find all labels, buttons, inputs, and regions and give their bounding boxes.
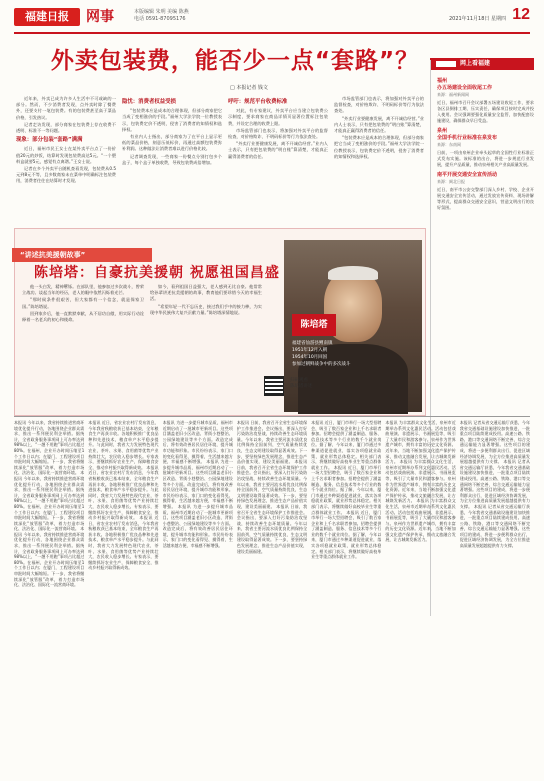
- portrait-name: 陈培塔: [292, 314, 336, 336]
- feature-title[interactable]: 陈培塔：自豪抗美援朝 祝愿祖国昌盛: [34, 265, 280, 281]
- col1b-paragraphs: [16, 146, 116, 184]
- col1-paragraphs: [16, 96, 116, 134]
- qr-caption: 扫码观看 陈培塔讲述: [290, 378, 313, 389]
- portrait-hair: [328, 266, 378, 280]
- lower-article-column: 本报讯 为进一步提升城市品质，福州市近期启动了一批城市更新项目。这些项目涵盖老旧小区改造、背街小巷整治、公园绿地建设等多个方面。改造完成后，将有效改善居民居住环境，提升城市功能和形象。市民纷纷表示，家门口的变化看得见、摸得着，生活越来越方便，幸福感不断增强。 本报讯 为进一步提升城市品质，福州市近期启动了一批城市更新项目。这些项目涵盖老旧小区改造、背街小巷整治、公园绿地建设等多个方面。改造完成后，将有效改善居民居住环境，提升城市功能和形象。市民纷纷表示，家门口的变化看得见、摸得着，生活越来越方便，幸福感不断增强。 本报讯 为进一步提升城市品质，福州市近期启动了一批城市更新项目。这些项目涵盖老旧小区改造、背街小巷整治、公园绿地建设等多个方面。改造完成后，将有效改善居民居住环境，提升城市功能和形象。市民纷纷表示，家门口的变化看得见、摸得着，生活越来越方便，幸福感不断增强。: [162, 420, 233, 549]
- main-headline[interactable]: 外卖包装费，能否少一点“套路”？: [50, 48, 420, 74]
- sidebar-item-source: 来源：东南网: [437, 142, 461, 147]
- paragraph: 近日，福州市民王女士在某外卖平台点了一份价值20元的炒饭，结算时发现包装费高达5元。“一个塑料盒就要5元，感觉有点离谱。”王女士说。: [16, 146, 116, 164]
- issue-date: 2021年11月18日 星期四: [448, 16, 506, 22]
- feature-label: “讲述抗美援朝故事”: [12, 248, 152, 262]
- paragraph: “外卖行业要健康发展，离不开诚信经营。”业内人士表示，只有把包装费的“明白账”算清楚，才能真正赢得消费者的信任。: [228, 141, 328, 159]
- paragraph: 市场监管部门也表示，将加强对外卖平台的监督检查，对价格欺诈、不明码标价等行为依法查处。: [228, 127, 328, 140]
- sidebar-item-title[interactable]: 福州 办五场建设全面收尾工作: [437, 78, 493, 91]
- paragraph: 记者走访发现，部分商家在包装费上存在收费不透明、标准不一等问题。: [16, 121, 116, 134]
- paragraph: “包装费本应是成本的合理体现，但部分商家把它当成了变相涨价的手段。”福州大学法学院一位教授表示，包装费定价不透明，侵害了消费者的知情权和选择权。: [334, 135, 424, 159]
- lower-article-column: 本报讯 日前，我省召开全省生态环境保护工作推进会。会议指出，要深入打好污染防治攻坚战，持续改善生态环境质量。今年以来，我省主要河流水质优良比例保持全国前列，空气质量持续优良，生态文明建设取得显著成效。下一步，要坚持绿色发展理念，推进生态产品价值实现，建设美丽福建。 本报讯 日前，我省召开全省生态环境保护工作推进会。会议指出，要深入打好污染防治攻坚战，持续改善生态环境质量。今年以来，我省主要河流水质优良比例保持全国前列，空气质量持续优良，生态文明建设取得显著成效。下一步，要坚持绿色发展理念，推进生态产品价值实现，建设美丽福建。 本报讯 日前，我省召开全省生态环境保护工作推进会。会议指出，要深入打好污染防治攻坚战，持续改善生态环境质量。今年以来，我省主要河流水质优良比例保持全国前列，空气质量持续优良，生态文明建设取得显著成效。下一步，要坚持绿色发展理念，推进生态产品价值实现，建设美丽福建。: [236, 420, 308, 554]
- paragraph: 回到家乡后，他一直默默奉献，从不居功自傲，用实际行动诠释着一名老兵的初心和使命。: [22, 310, 144, 323]
- feature-column-2: [150, 284, 262, 410]
- newspaper-logo: 福建日报: [14, 8, 80, 26]
- paragraph: “希望年轻一代不忘历史，接过我们手中的接力棒，为实现中华民族伟大复兴贡献力量。”陈培塔深情地说。: [150, 303, 262, 315]
- sidebar-item-body: 近日，南平市公安交警部门深入乡村、学校、企业开展交通安全宣传活动，通过发放宣传资料、现场讲解等形式，提高群众交通安全意识，营造文明出行的良好氛围。: [437, 187, 534, 210]
- paragraph: 如今，看到祖国日益强大，老人感到无比自豪。他常常给孙辈讲述抗美援朝的故事，教育他们要珍惜今天的幸福生活。: [150, 284, 262, 302]
- lower-article-column: 本报讯 为丰富群众文化生活，泉州市近期举办系列文化惠民活动。活动包括戏曲展演、非遗展示、书画展览等，吸引了大量市民和游客参与。泉州作为世界遗产城市，拥有丰富的历史文化资源。近年来，当地不断加强文化遗产保护传承，推动文旅融合发展，让古城焕发新活力。 本报讯 为丰富群众文化生活，泉州市近期举办系列文化惠民活动。活动包括戏曲展演、非遗展示、书画展览等，吸引了大量市民和游客参与。泉州作为世界遗产城市，拥有丰富的历史文化资源。近年来，当地不断加强文化遗产保护传承，推动文旅融合发展，让古城焕发新活力。 本报讯 为丰富群众文化生活，泉州市近期举办系列文化惠民活动。活动包括戏曲展演、非遗展示、书画展览等，吸引了大量市民和游客参与。泉州作为世界遗产城市，拥有丰富的历史文化资源。近年来，当地不断加强文化遗产保护传承，推动文旅融合发展，让古城焕发新活力。: [385, 420, 456, 543]
- subhead-2: 隐忧：消费者权益受损: [122, 99, 176, 105]
- lower-article-column: 本报讯 近日，厦门市举行一场大型招聘会，吸引了数百家企业和上千名求职者参加。招聘会提供了涵盖制造、服务、信息技术等多个行业的数千个就业岗位。据了解，今年以来，厦门市通过多种渠道促进就业，落实各项稳就业政策，就业形势总体稳定。相关部门表示，将继续做好高校毕业生等重点群体就业工作。 本报讯 近日，厦门市举行一场大型招聘会，吸引了数百家企业和上千名求职者参加。招聘会提供了涵盖制造、服务、信息技术等多个行业的数千个就业岗位。据了解，今年以来，厦门市通过多种渠道促进就业，落实各项稳就业政策，就业形势总体稳定。相关部门表示，将继续做好高校毕业生等重点群体就业工作。 本报讯 近日，厦门市举行一场大型招聘会，吸引了数百家企业和上千名求职者参加。招聘会提供了涵盖制造、服务、信息技术等多个行业的数千个就业岗位。据了解，今年以来，厦门市通过多种渠道促进就业，落实各项稳就业政策，就业形势总体稳定。相关部门表示，将继续做好高校毕业生等重点群体就业工作。: [311, 420, 382, 560]
- article-column-4: [334, 96, 424, 226]
- paragraph: 他一头白发，精神矍铄。在部队里，他参加过多次战斗，曾荣立战功。谈起当年的经历，老人的眼中依然闪烁着光芒。: [22, 284, 144, 296]
- page-number: 12: [512, 6, 530, 23]
- sidebar-item-source: 来源：福州新闻网: [437, 92, 469, 97]
- masthead-rule: [14, 32, 530, 34]
- sidebar-item-source: 来源：闽北日报: [437, 179, 465, 184]
- feature-column-1: [22, 284, 144, 410]
- subhead-1: 现象：部分包装“套路”满满: [16, 137, 83, 144]
- section-title: 网事: [86, 9, 114, 25]
- paragraph: 近年来，外卖已成为许多人生活中不可或缺的一部分。然而，不少消费者发现，点外卖时除了餐费外，还要支付一笔包装费。有的包装费甚至高于菜品价格，引发热议。: [16, 96, 116, 120]
- paragraph: “那时候条件很艰苦，但大家都有一个信念，就是保家卫国。”陈培塔说。: [22, 297, 144, 309]
- sidebar-item-body: 近日，福州市召开会议部署五场建设收尾工作，要求各区县倒排工期、压实责任，确保项目按时完成并投入使用。会议强调要强化质量安全监管，加快配套设施建设，确保群众早日受益。: [437, 100, 534, 123]
- editor-line: 本版编辑 朱明 美编 陈燕: [134, 9, 189, 15]
- paragraph: 记者在多个外卖平台随机查看发现，包装费从0.5元到8元不等，且多数商家未在菜单中明确标注包装费用，消费者往往在结算时才发现。: [16, 166, 116, 184]
- phone-line: 电话 0591-87095176: [134, 16, 186, 22]
- paragraph: 记者调查发现，一些商家一份餐点分别打包多个盒子，每个盒子单独收费，导致包装费成倍增加。: [122, 153, 222, 165]
- subhead-3: 呼吁：规范平台收费标准: [228, 99, 288, 105]
- paragraph: 对此，有专家建议，外卖平台应当建立包装费公示制度，要求商家在商品详情页显著位置标注包装费，并设定合理的收费上限。: [228, 108, 328, 126]
- paragraph: 有业内人士指出，部分商家为了在平台上显示更低的菜品价格，刻意压低标价，再通过高额包装费弥补利润。这种做法让消费者难以进行价格比较。: [122, 134, 222, 152]
- sidebar-item-title[interactable]: 南平开展交通安全宣传活动: [437, 172, 498, 178]
- paragraph: 市场监管部门也表示，将加强对外卖平台的监督检查，对价格欺诈、不明码标价等行为依法查处。: [334, 96, 424, 114]
- paragraph: “外卖行业要健康发展，离不开诚信经营。”业内人士表示，只有把包装费的“明白账”算清楚，才能真正赢得消费者的信任。: [334, 115, 424, 134]
- sidebar-item-title[interactable]: 泉州 全国手机行业标准在泉发布: [437, 128, 498, 141]
- article-column-1: [16, 96, 116, 226]
- sidebar-item-body: 日前，一项由泉州企业牵头起草的全国性行业标准正式发布实施。该标准的出台，将进一步规范行业发展，提升产品质量，推动泉州相关产业高质量发展。: [437, 150, 534, 167]
- col3-paragraphs: [228, 108, 328, 160]
- article-column-3: [228, 96, 328, 226]
- qr-code-icon[interactable]: [264, 376, 284, 396]
- article-column-2: [122, 96, 222, 226]
- byline: □ 本报记者 钱文: [230, 85, 268, 91]
- portrait-caption: 福建省仙游县鲤南镇 1951年12月入朝 1954年10月回国 参加过朝鲜战争中的多次战斗: [292, 341, 351, 367]
- editor-info: [134, 9, 189, 23]
- col2-paragraphs: [122, 108, 222, 166]
- lower-article-column: 本报讯 记者从省交通运输厅获悉，今年我省交通基础设施建设加快推进，一批重点项目陆续建成投用。高速公路、铁路、港口等交通网络不断完善，综合交通运输能力显著增强。这些项目的建成，将进一步便利群众出行，促进区域经济协调发展，为全方位推进高质量发展超越提供有力支撑。 本报讯 记者从省交通运输厅获悉，今年我省交通基础设施建设加快推进，一批重点项目陆续建成投用。高速公路、铁路、港口等交通网络不断完善，综合交通运输能力显著增强。这些项目的建成，将进一步便利群众出行，促进区域经济协调发展，为全方位推进高质量发展超越提供有力支撑。 本报讯 记者从省交通运输厅获悉，今年我省交通基础设施建设加快推进，一批重点项目陆续建成投用。高速公路、铁路、港口等交通网络不断完善，综合交通运输能力显著增强。这些项目的建成，将进一步便利群众出行，促进区域经济协调发展，为全方位推进高质量发展超越提供有力支撑。: [459, 420, 530, 549]
- col4-paragraphs: [334, 96, 424, 160]
- lower-article-column: 本报讯 今年以来，我省持续推进营商环境优化提升行动，各地围绕企业群众需求，推出一系列便民利企举措。据统计，全省政务服务事项网上可办率达到98%以上，“一趟不用跑”事项占比超过80%。在福州，企业开办时间压缩至1个工作日以内；在厦门，工程建设项目审批时间大幅缩短。下一步，我省将继续深化“放管服”改革，着力打造市场化、法治化、国际化一流营商环境。 本报讯 今年以来，我省持续推进营商环境优化提升行动，各地围绕企业群众需求，推出一系列便民利企举措。据统计，全省政务服务事项网上可办率达到98%以上，“一趟不用跑”事项占比超过80%。在福州，企业开办时间压缩至1个工作日以内；在厦门，工程建设项目审批时间大幅缩短。下一步，我省将继续深化“放管服”改革，着力打造市场化、法治化、国际化一流营商环境。 本报讯 今年以来，我省持续推进营商环境优化提升行动，各地围绕企业群众需求，推出一系列便民利企举措。据统计，全省政务服务事项网上可办率达到98%以上，“一趟不用跑”事项占比超过80%。在福州，企业开办时间压缩至1个工作日以内；在厦门，工程建设项目审批时间大幅缩短。下一步，我省将继续深化“放管服”改革，着力打造市场化、法治化、国际化一流营商环境。: [14, 420, 85, 588]
- sidebar-header-label: 网上看福建: [460, 60, 491, 67]
- section-divider: [14, 416, 530, 417]
- paragraph: “包装费本应是成本的合理体现，但部分商家把它当成了变相涨价的手段。”福州大学法学院一位教授表示，包装费定价不透明，侵害了消费者的知情权和选择权。: [122, 108, 222, 132]
- lower-article-column: 本报讯 近日，省农业农村厅发布消息，今年我省秋粮收获已基本结束，全年粮食生产再获丰收。各地积极推广优良品种和先进技术，粮食单产水平稳步提升。与此同时，我省大力发展特色现代农业，茶叶、水果、食用菌等优势产业持续壮大，农民收入稳步增长。专家表示，要继续抓好农业生产，保障粮食安全，推动乡村振兴取得新成效。 本报讯 近日，省农业农村厅发布消息，今年我省秋粮收获已基本结束，全年粮食生产再获丰收。各地积极推广优良品种和先进技术，粮食单产水平稳步提升。与此同时，我省大力发展特色现代农业，茶叶、水果、食用菌等优势产业持续壮大，农民收入稳步增长。专家表示，要继续抓好农业生产，保障粮食安全，推动乡村振兴取得新成效。 本报讯 近日，省农业农村厅发布消息，今年我省秋粮收获已基本结束，全年粮食生产再获丰收。各地积极推广优良品种和先进技术，粮食单产水平稳步提升。与此同时，我省大力发展特色现代农业，茶叶、水果、食用菌等优势产业持续壮大，农民收入稳步增长。专家表示，要继续抓好农业生产，保障粮食安全，推动乡村振兴取得新成效。: [88, 420, 159, 571]
